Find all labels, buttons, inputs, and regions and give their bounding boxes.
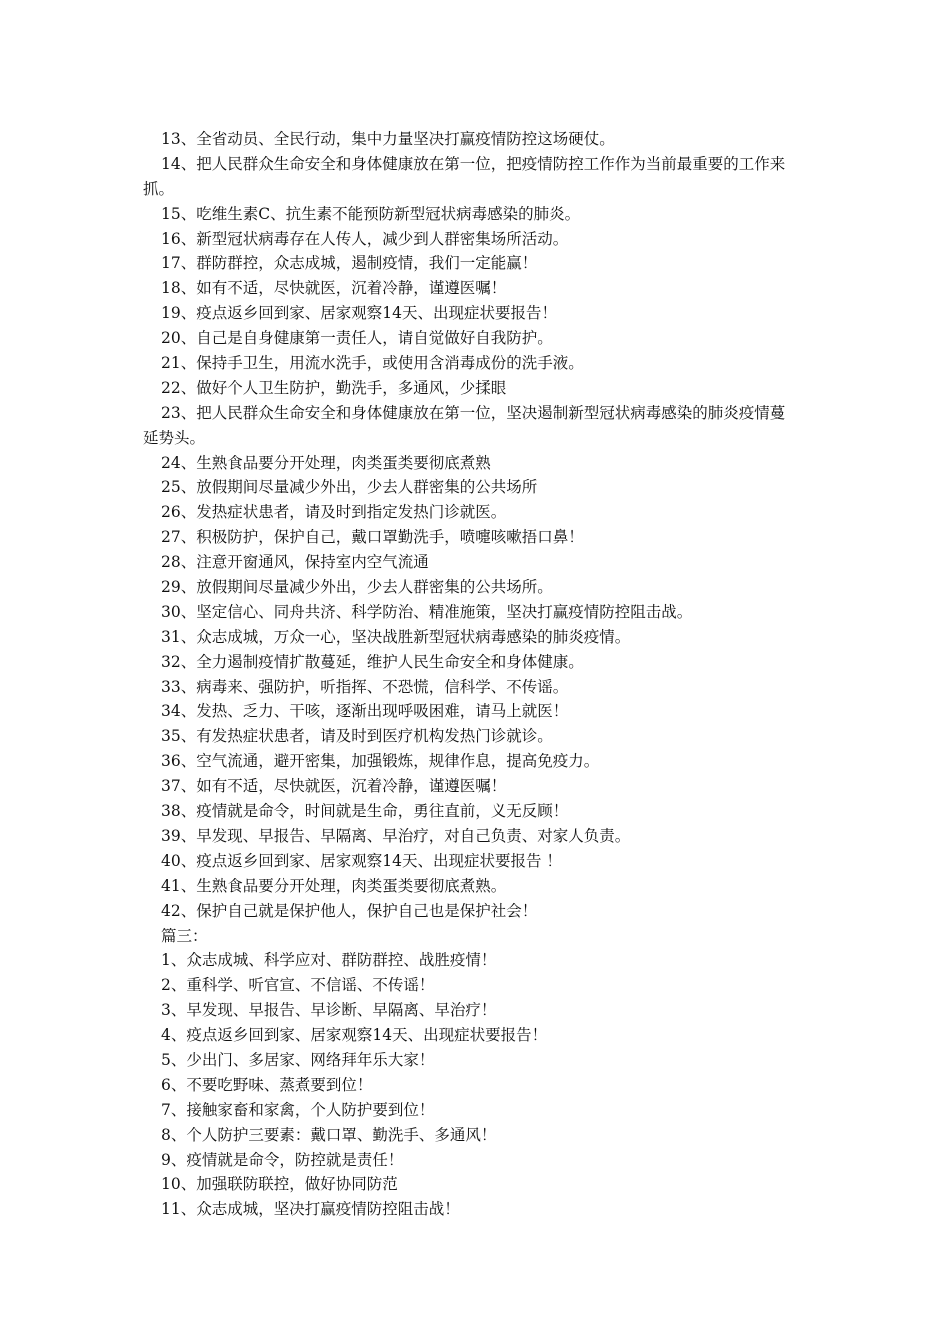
list-item: 28、注意开窗通风，保持室内空气流通 (161, 553, 429, 572)
list-item: 33、病毒来、强防护，听指挥、不恐慌，信科学、不传谣。 (161, 677, 569, 696)
list-item: 26、发热症状患者，请及时到指定发热门诊就医。 (161, 503, 507, 522)
list-item: 41、生熟食品要分开处理，肉类蛋类要彻底煮熟。 (161, 876, 507, 895)
list-item: 30、坚定信心、同舟共济、科学防治、精准施策，坚决打赢疫情防控阻击战。 (161, 602, 693, 621)
list-item: 16、新型冠状病毒存在人传人，减少到人群密集场所活动。 (161, 229, 569, 248)
list-item: 1、众志成城、科学应对、群防群控、战胜疫情！ (161, 951, 497, 970)
list-item: 38、疫情就是命令，时间就是生命，勇往直前，义无反顾！ (161, 802, 569, 821)
list-item: 35、有发热症状患者，请及时到医疗机构发热门诊就诊。 (161, 727, 553, 746)
list-item-continuation: 抓。 (143, 179, 175, 198)
list-item: 14、把人民群众生命安全和身体健康放在第一位，把疫情防控工作作为当前最重要的工作来 (161, 154, 786, 173)
list-item: 23、把人民群众生命安全和身体健康放在第一位，坚决遏制新型冠状病毒感染的肺炎疫情蔓 (161, 403, 786, 422)
list-item: 19、疫点返乡回到家、居家观察14天、出现症状要报告！ (161, 304, 557, 323)
list-item: 18、如有不适，尽快就医，沉着冷静，谨遵医嘱！ (161, 279, 507, 298)
slogan-list (143, 127, 807, 1222)
list-item: 29、放假期间尽量减少外出，少去人群密集的公共场所。 (161, 578, 553, 597)
list-item: 32、全力遏制疫情扩散蔓延，维护人民生命安全和身体健康。 (161, 652, 584, 671)
list-item: 17、群防群控，众志成城，遏制疫情，我们一定能赢！ (161, 254, 538, 273)
list-item: 13、全省动员、全民行动，集中力量坚决打赢疫情防控这场硬仗。 (161, 130, 615, 148)
list-item: 34、发热、乏力、干咳，逐渐出现呼吸困难，请马上就医！ (161, 702, 569, 721)
list-item: 8、个人防护三要素：戴口罩、勤洗手、多通风！ (161, 1125, 497, 1144)
list-item: 42、保护自己就是保护他人，保护自己也是保护社会！ (161, 901, 538, 920)
list-item: 40、疫点返乡回到家、居家观察14天、出现症状要报告 ！ (161, 851, 562, 870)
list-item: 6、不要吃野味、蒸煮要到位！ (161, 1075, 373, 1094)
list-item: 37、如有不适，尽快就医，沉着冷静，谨遵医嘱！ (161, 777, 507, 796)
list-item: 21、保持手卫生，用流水洗手，或使用含消毒成份的洗手液。 (161, 354, 584, 373)
list-item: 22、做好个人卫生防护，勤洗手，多通风，少揉眼 (161, 378, 507, 397)
list-item: 9、疫情就是命令，防控就是责任！ (161, 1150, 404, 1169)
list-item: 7、接触家畜和家禽，个人防护要到位！ (161, 1100, 435, 1119)
list-item: 4、疫点返乡回到家、居家观察14天、出现症状要报告！ (161, 1026, 548, 1045)
list-item: 36、空气流通，避开密集，加强锻炼，规律作息，提高免疫力。 (161, 752, 600, 771)
list-item: 39、早发现、早报告、早隔离、早治疗，对自己负责、对家人负责。 (161, 826, 631, 845)
list-item: 27、积极防护，保护自己，戴口罩勤洗手，喷嚏咳嗽捂口鼻！ (161, 528, 584, 547)
list-item: 11、众志成城，坚决打赢疫情防控阻击战！ (161, 1200, 460, 1219)
list-item: 2、重科学、听官宣、不信谣、不传谣！ (161, 976, 435, 995)
list-item: 24、生熟食品要分开处理，肉类蛋类要彻底煮熟 (161, 453, 491, 472)
list-item: 3、早发现、早报告、早诊断、早隔离、早治疗！ (161, 1001, 497, 1020)
list-item: 20、自己是自身健康第一责任人，请自觉做好自我防护。 (161, 329, 553, 348)
list-item: 31、众志成城，万众一心，坚决战胜新型冠状病毒感染的肺炎疫情。 (161, 627, 631, 646)
list-item-continuation: 延势头。 (143, 428, 206, 447)
list-item: 5、少出门、多居家、网络拜年乐大家！ (161, 1050, 435, 1069)
list-item: 10、加强联防联控，做好协同防范 (161, 1175, 398, 1194)
section-heading: 篇三： (161, 926, 208, 945)
list-item: 25、放假期间尽量减少外出，少去人群密集的公共场所 (161, 478, 538, 497)
list-item: 15、吃维生素C、抗生素不能预防新型冠状病毒感染的肺炎。 (161, 204, 581, 223)
